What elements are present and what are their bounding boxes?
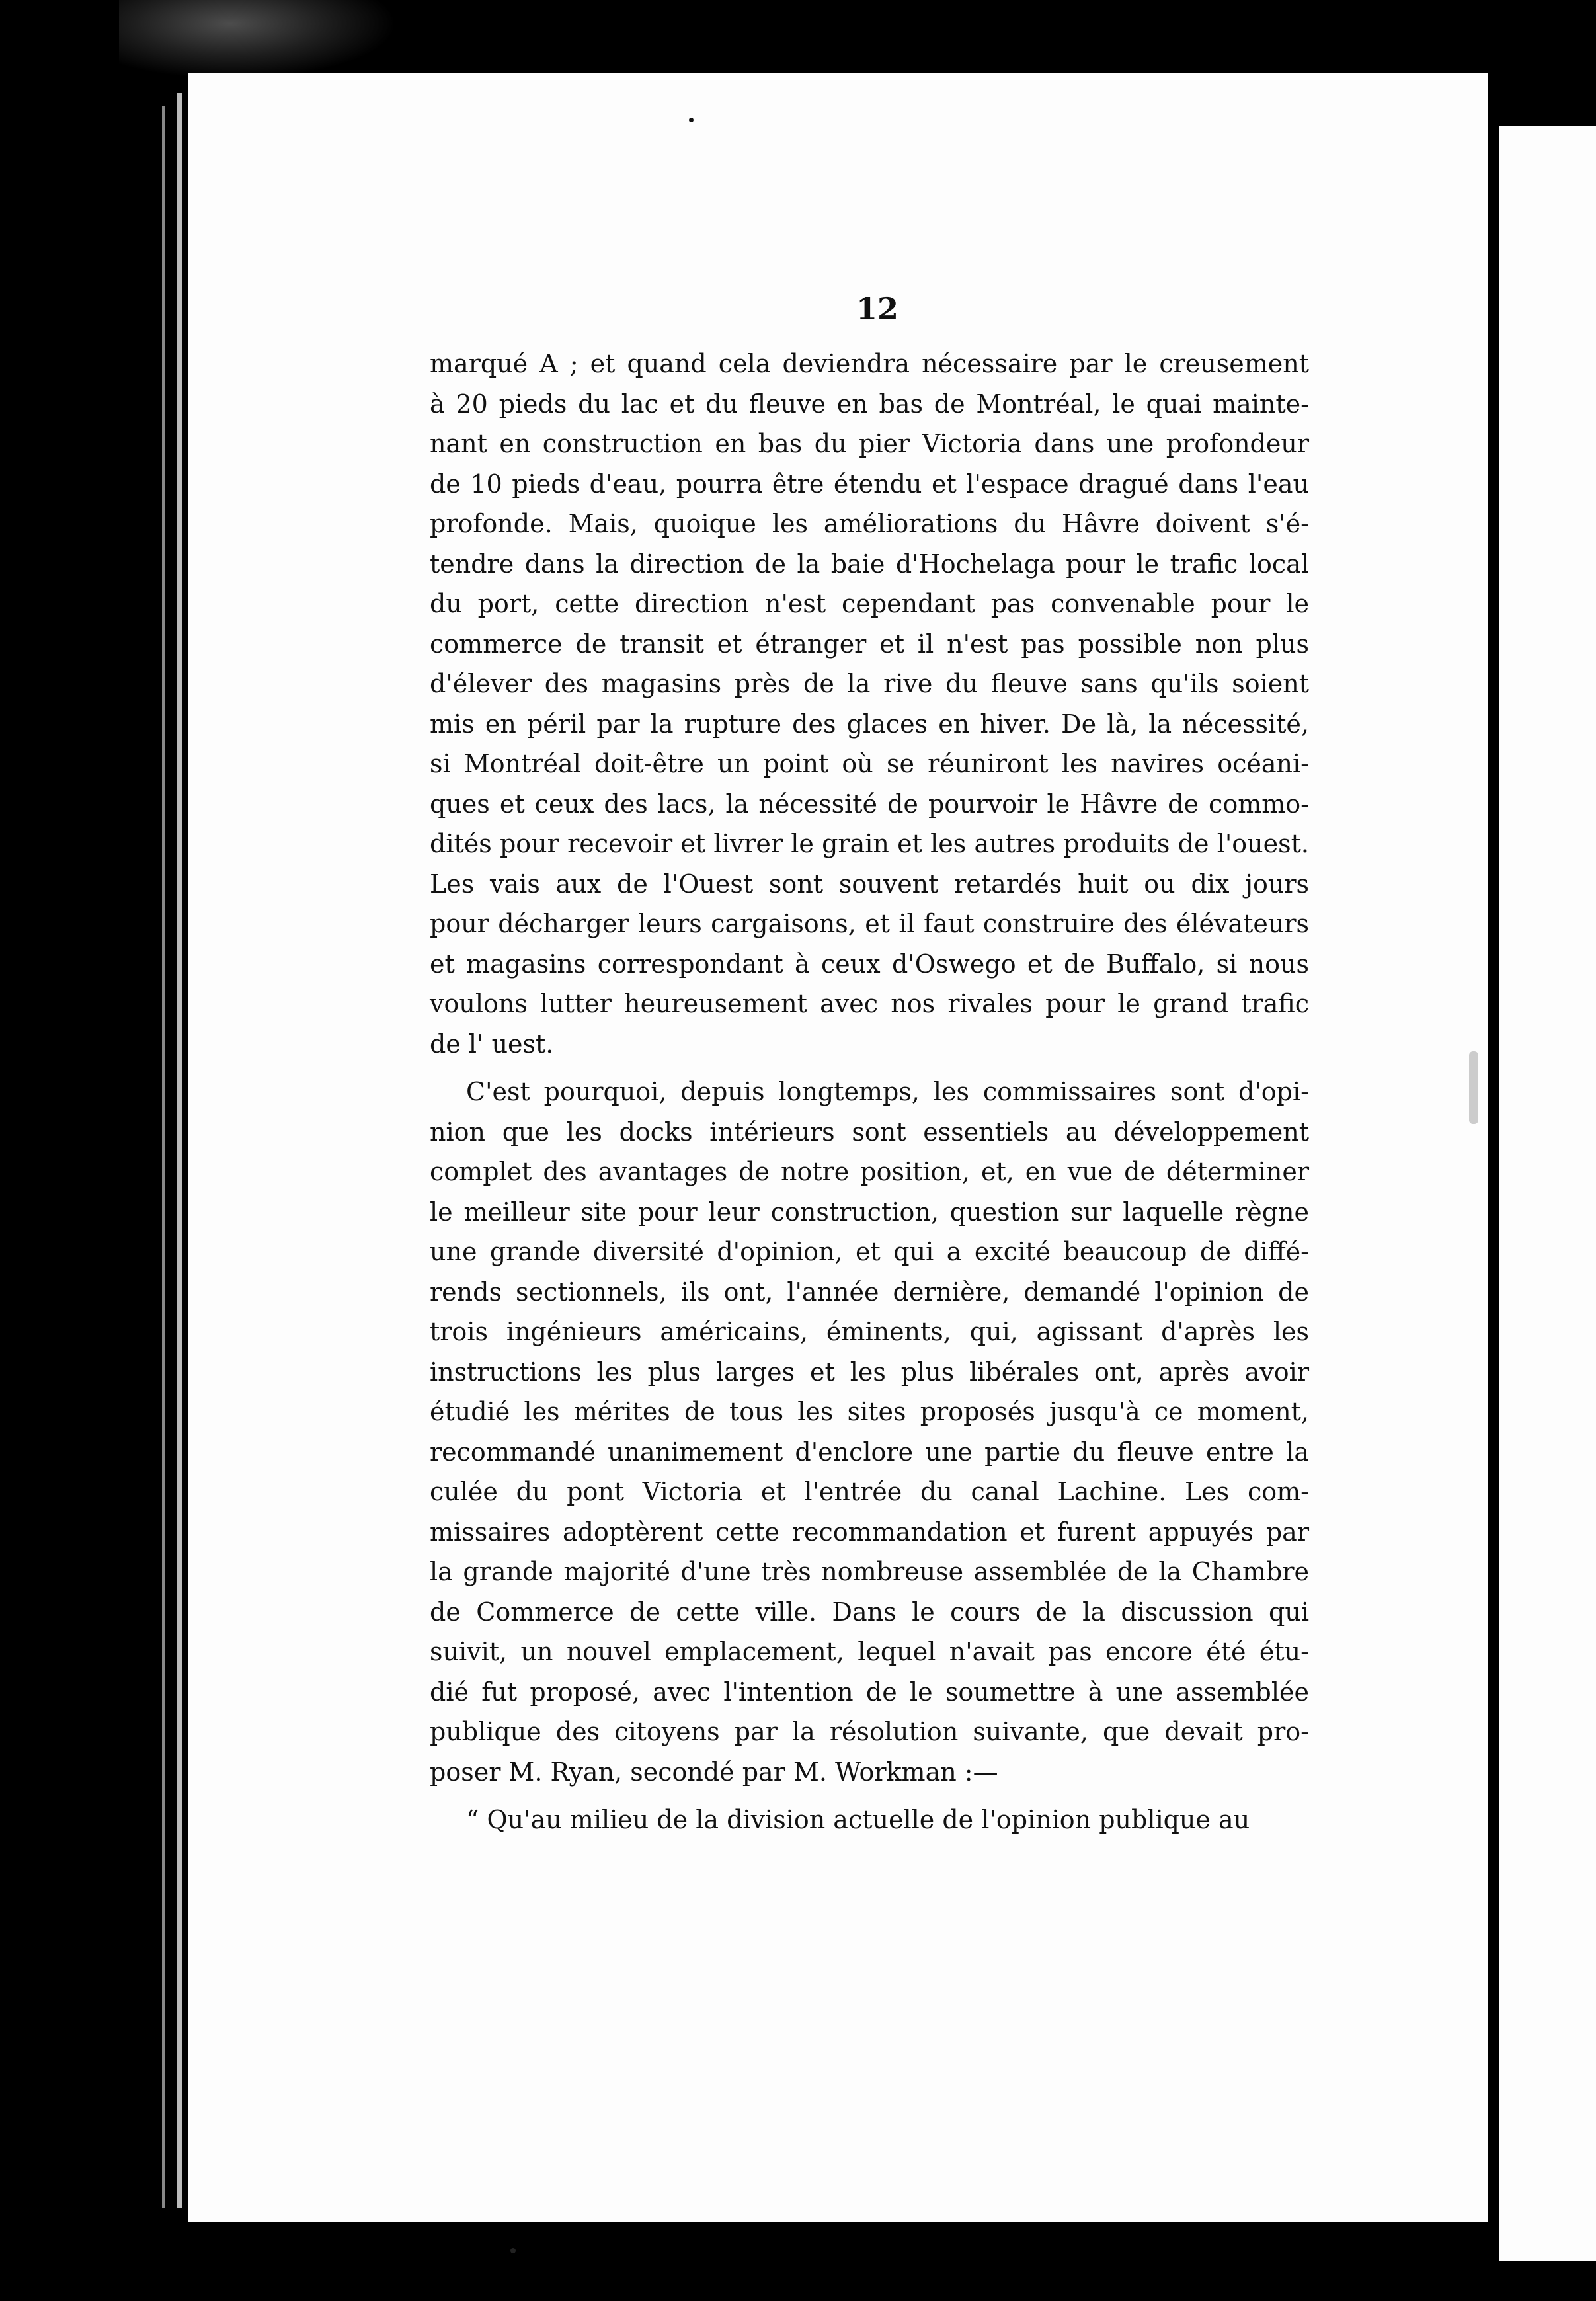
text-line: du port, cette direction n'est cependant pas convenable pour le — [430, 589, 1309, 618]
text-line: C'est pourquoi, depuis longtemps, les commissaires sont d'opi- — [466, 1077, 1309, 1106]
text-line: commerce de transit et étranger et il n'est pas possible non plus — [430, 629, 1309, 659]
text-line: nion que les docks intérieurs sont essentiels au développement — [430, 1117, 1309, 1147]
text-line: complet des avantages de notre position, et, en vue de déterminer — [430, 1157, 1309, 1186]
text-line: Les vais aux de l'Ouest sont souvent retardés huit ou dix jours — [430, 869, 1309, 899]
torn-paper-edge — [119, 0, 397, 79]
text-line: trois ingénieurs américains, éminents, qui, agissant d'après les — [430, 1317, 1309, 1346]
text-line: marqué A ; et quand cela deviendra nécessaire par le creusement — [430, 349, 1309, 378]
paragraph-gap — [430, 1064, 1309, 1072]
text-line: d'élever des magasins près de la rive du fleuve sans qu'ils soient — [430, 669, 1309, 698]
text-line: une grande diversité d'opinion, et qui a excité beaucoup de diffé- — [430, 1237, 1309, 1266]
text-line: “ Qu'au milieu de la division actuelle de l'opinion publique au — [466, 1805, 1250, 1834]
text-line: la grande majorité d'une très nombreuse assemblée de la Chambre — [430, 1557, 1309, 1586]
text-line: dié fut proposé, avec l'intention de le soumettre à une assemblée — [430, 1677, 1309, 1707]
paragraph — [430, 1072, 1309, 1792]
text-line: dités pour recevoir et livrer le grain et les autres produits de l'ouest. — [430, 829, 1309, 858]
text-line: profonde. Mais, quoique les améliorations du Hâvre doivent s'é- — [430, 509, 1309, 538]
text-line: publique des citoyens par la résolution suivante, que devait pro- — [430, 1717, 1309, 1746]
text-line: le meilleur site pour leur construction, question sur laquelle règne — [430, 1197, 1309, 1227]
text-line: à 20 pieds du lac et du fleuve en bas de Montréal, le quai mainte- — [430, 389, 1309, 419]
text-line: étudié les mérites de tous les sites proposés jusqu'à ce moment, — [430, 1397, 1309, 1426]
text-line: de Commerce de cette ville. Dans le cours de la discussion qui — [430, 1597, 1309, 1627]
text-line: voulons lutter heureusement avec nos rivales pour le grand trafic — [430, 989, 1309, 1018]
page-number: 12 — [856, 291, 899, 327]
text-line: nant en construction en bas du pier Victoria dans une profondeur — [430, 429, 1309, 458]
text-line: pour décharger leurs cargaisons, et il faut construire des élévateurs — [430, 909, 1309, 938]
binding-edge — [162, 106, 165, 2208]
text-line: ques et ceux des lacs, la nécessité de pourvoir le Hâvre de commo- — [430, 789, 1309, 819]
page-edge — [177, 93, 182, 2208]
text-line: rends sectionnels, ils ont, l'année dernière, demandé l'opinion de — [430, 1277, 1309, 1307]
text-line: recommandé unanimement d'enclore une partie du fleuve entre la — [430, 1437, 1309, 1467]
text-line: mis en péril par la rupture des glaces en hiver. De là, la nécessité, — [430, 709, 1309, 739]
text-line: instructions les plus larges et les plus libérales ont, après avoir — [430, 1357, 1309, 1387]
text-line: culée du pont Victoria et l'entrée du canal Lachine. Les com- — [430, 1477, 1309, 1506]
text-line: de 10 pieds d'eau, pourra être étendu et l'espace dragué dans l'eau — [430, 469, 1309, 499]
paragraph — [430, 344, 1309, 1064]
text-line: suivit, un nouvel emplacement, lequel n'avait pas encore été étu- — [430, 1637, 1309, 1666]
text-line: missaires adoptèrent cette recommandation et furent appuyés par — [430, 1517, 1309, 1547]
body-text — [430, 344, 1309, 1840]
ink-dot — [689, 118, 694, 122]
paragraph — [430, 1800, 1309, 1840]
page-fold-mark — [1469, 1051, 1478, 1124]
text-line: tendre dans la direction de la baie d'Hochelaga pour le trafic local — [430, 549, 1309, 579]
ink-speck — [510, 2248, 516, 2253]
text-line: de l' uest. — [430, 1029, 554, 1059]
paragraph-gap — [430, 1792, 1309, 1800]
adjacent-page — [1499, 126, 1596, 2261]
text-line: si Montréal doit-être un point où se réuniront les navires océani- — [430, 749, 1309, 778]
text-line: poser M. Ryan, secondé par M. Workman :— — [430, 1757, 998, 1787]
text-line: et magasins correspondant à ceux d'Oswego et de Buffalo, si nous — [430, 949, 1309, 979]
